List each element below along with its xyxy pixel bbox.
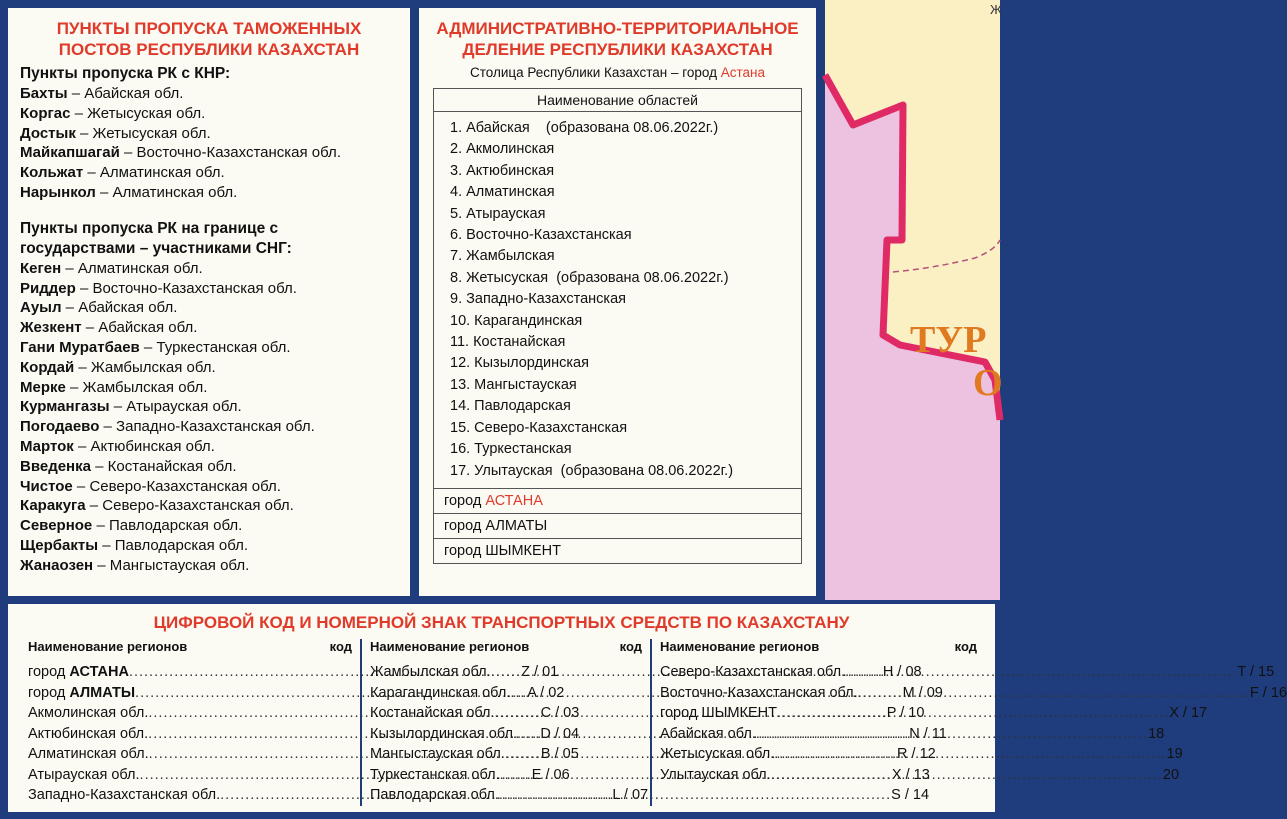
- post-name: Майкапшагай: [20, 144, 120, 162]
- post-region: – Жетысуская обл.: [75, 124, 211, 142]
- post-region: – Алматинская обл.: [95, 183, 238, 201]
- post-item: [20, 84, 398, 104]
- city-name-bold: АСТАНА: [69, 664, 129, 680]
- code-value: N / 11: [909, 725, 947, 742]
- code-region-name: Абайская обл.: [660, 725, 756, 742]
- region-item: 2. Акмолинская: [450, 141, 555, 158]
- post-name: Северное: [20, 517, 93, 535]
- post-region: – Павлодарская обл.: [98, 536, 249, 554]
- map-label: ТУР: [910, 319, 987, 361]
- post-name: Каракуга: [20, 497, 86, 515]
- post-region: – Павлодарская обл.: [92, 517, 243, 535]
- dot-leader: [858, 683, 1250, 704]
- post-name: Кордай: [20, 358, 75, 376]
- code-region-name: Кызылординская обл.: [370, 725, 517, 742]
- post-name: Введенка: [20, 457, 91, 475]
- codes-column: [650, 639, 1287, 806]
- code-value: X / 17: [1169, 705, 1208, 721]
- region-item: 6. Восточно-Казахстанская: [450, 227, 632, 244]
- region-item: 16. Туркестанская: [450, 441, 572, 458]
- code-region-name: Карагандинская обл.: [370, 684, 511, 701]
- city-name: АСТАНА: [485, 492, 543, 509]
- post-name: Риддер: [20, 279, 76, 297]
- code-region-name: город ШЫМКЕНТ: [660, 705, 777, 721]
- post-item: [20, 556, 398, 576]
- post-region: – Восточно-Казахстанская обл.: [75, 279, 297, 297]
- dot-leader: [777, 703, 1169, 724]
- code-value: B / 05: [540, 746, 579, 762]
- dot-leader: [771, 765, 1163, 786]
- city-name: АЛМАТЫ: [485, 517, 548, 534]
- code-region-name: город АСТАНА: [28, 664, 129, 680]
- code-region-name: Акмолинская обл.: [28, 705, 149, 721]
- regions-table-header: Наименование областей: [434, 89, 801, 112]
- post-region: – Абайская обл.: [61, 299, 178, 317]
- post-item: [20, 378, 398, 398]
- china-posts-list: [20, 84, 398, 203]
- post-region: – Жамбылская обл.: [65, 378, 208, 396]
- capital-prefix: Столица Республики Казахстан – город: [469, 65, 721, 80]
- post-item: [20, 536, 398, 556]
- post-item: [20, 318, 398, 338]
- codes-columns: [20, 639, 1287, 806]
- code-value: 19: [1166, 746, 1183, 762]
- city-prefix: город: [444, 542, 486, 559]
- post-item: [20, 124, 398, 144]
- post-item: [20, 183, 398, 203]
- dot-leader: [845, 662, 1237, 683]
- post-region: – Западно-Казахстанская обл.: [99, 418, 315, 436]
- code-value: X / 13: [891, 766, 930, 783]
- post-item: [20, 437, 398, 457]
- region-header: Наименование регионов: [370, 639, 530, 654]
- city-item: [434, 488, 801, 513]
- heading-line: Пункты пропуска РК на границе с: [20, 219, 279, 237]
- post-name: Бахты: [20, 85, 68, 102]
- post-name: Щербакты: [20, 536, 99, 554]
- region-item: 14. Павлодарская: [450, 398, 571, 415]
- code-row: [660, 703, 1208, 724]
- customs-title: [20, 18, 398, 60]
- post-name: Чистое: [20, 477, 73, 495]
- region-item: 17. Улытауская (образована 08.06.2022г.): [450, 462, 734, 479]
- code-value: A / 02: [527, 684, 565, 701]
- post-region: – Жамбылская обл.: [74, 358, 216, 376]
- code-region-name: Восточно-Казахстанская обл.: [660, 684, 858, 701]
- post-region: – Атырауская обл.: [109, 398, 242, 416]
- post-name: Коргас: [20, 104, 71, 122]
- post-name: Погодаево: [20, 418, 100, 436]
- dot-leader: [774, 744, 1166, 765]
- code-region-name: Мангыстауская обл.: [370, 746, 505, 762]
- code-region-name: Алматинская обл.: [28, 746, 149, 762]
- city-name-bold: АЛМАТЫ: [69, 684, 136, 701]
- city-prefix: город: [444, 517, 486, 534]
- post-item: [20, 516, 398, 536]
- code-row: [660, 662, 1275, 683]
- codes-column-header: [28, 639, 352, 654]
- post-name: Марток: [20, 437, 74, 455]
- post-region: – Северо-Казахстанская обл.: [72, 477, 281, 495]
- code-region-name: Туркестанская обл.: [370, 766, 500, 783]
- post-region: – Абайская обл.: [81, 319, 198, 337]
- cis-posts-list: [20, 259, 398, 576]
- post-item: [20, 358, 398, 378]
- post-name: Мерке: [20, 378, 66, 396]
- post-region: – Восточно-Казахстанская обл.: [119, 144, 341, 162]
- code-value: D / 04: [540, 725, 580, 742]
- code-row: [370, 785, 930, 806]
- heading-line: государствами – участниками СНГ:: [20, 239, 292, 257]
- region-item: 15. Северо-Казахстанская: [450, 419, 628, 436]
- city-name: ШЫМКЕНТ: [485, 542, 561, 559]
- capital-line: [431, 65, 804, 80]
- code-value: Z / 01: [521, 664, 559, 680]
- region-item: 5. Атырауская: [450, 205, 546, 222]
- region-item: 12. Кызылординская: [450, 355, 589, 372]
- region-item: 11. Костанайская: [450, 334, 566, 351]
- code-region-name: Улытауская обл.: [660, 766, 771, 783]
- post-region: – Северо-Казахстанская обл.: [85, 497, 294, 515]
- post-region: – Туркестанская обл.: [139, 338, 291, 356]
- map-fragment: [825, 0, 1003, 600]
- admin-division-panel: [419, 8, 816, 596]
- code-value: S / 14: [891, 787, 930, 803]
- region-item: 8. Жетысуская (образована 08.06.2022г.): [450, 269, 729, 286]
- post-region: – Абайская обл.: [67, 85, 184, 102]
- post-item: [20, 298, 398, 318]
- code-value: M / 09: [902, 684, 943, 701]
- code-header: код: [619, 639, 642, 654]
- title-line: ПОСТОВ РЕСПУБЛИКИ КАЗАХСТАН: [58, 40, 360, 59]
- post-name: Ауыл: [20, 299, 62, 317]
- code-row: [660, 765, 1180, 786]
- code-region-name: Северо-Казахстанская обл.: [660, 664, 846, 680]
- title-line: ДЕЛЕНИЕ РЕСПУБЛИКИ КАЗАХСТАН: [462, 40, 773, 59]
- map-label: О: [973, 362, 1003, 404]
- regions-list: [434, 112, 801, 488]
- post-name: Кеген: [20, 259, 62, 277]
- post-name: Курмангазы: [20, 398, 110, 416]
- code-region-name: Костанайская обл.: [370, 705, 495, 721]
- post-item: [20, 163, 398, 183]
- code-region-name: город АЛМАТЫ: [28, 684, 136, 701]
- post-name: Жезкент: [20, 319, 82, 337]
- vehicle-codes-title: ЦИФРОВОЙ КОД И НОМЕРНОЙ ЗНАК ТРАНСПОРТНЫХ СРЕДСТВ ПО КАЗАХСТАНУ: [153, 613, 850, 632]
- post-name: Нарынкол: [20, 183, 96, 201]
- title-line: АДМИНИСТРАТИВНО-ТЕРРИТОРИАЛЬНОЕ: [436, 19, 799, 38]
- post-region: – Жетысуская обл.: [70, 104, 206, 122]
- code-region-name: Актюбинская обл.: [28, 725, 149, 742]
- region-item: 13. Мангыстауская: [450, 376, 577, 393]
- post-item: [20, 477, 398, 497]
- city-item: [434, 513, 801, 538]
- codes-column-header: [370, 639, 642, 654]
- code-value: 18: [1148, 725, 1165, 742]
- code-region-name: Павлодарская обл.: [370, 787, 499, 803]
- code-header: код: [329, 639, 352, 654]
- code-value: P / 10: [886, 705, 925, 721]
- post-item: [20, 104, 398, 124]
- region-item: 10. Карагандинская: [450, 312, 583, 329]
- post-item: [20, 496, 398, 516]
- code-value: R / 12: [897, 746, 936, 762]
- post-region: – Актюбинская обл.: [73, 437, 215, 455]
- title-line: ПУНКТЫ ПРОПУСКА ТАМОЖЕННЫХ: [56, 19, 362, 38]
- post-item: [20, 338, 398, 358]
- post-item: [20, 457, 398, 477]
- post-region: – Алматинская обл.: [61, 259, 203, 277]
- code-value: 20: [1162, 766, 1180, 783]
- post-item: [20, 143, 398, 163]
- region-item: 4. Алматинская: [450, 184, 555, 201]
- region-item: 1. Абайская (образована 08.06.2022г.): [450, 120, 719, 136]
- city-item: [434, 538, 801, 563]
- code-row: [660, 744, 1183, 765]
- code-region-name: Западно-Казахстанская обл.: [28, 787, 221, 803]
- post-region: – Алматинская обл.: [83, 164, 225, 182]
- code-value: T / 15: [1237, 664, 1275, 680]
- code-region-name: Жетысуская обл.: [660, 746, 775, 762]
- cities-list: [434, 488, 801, 563]
- post-name: Кольжат: [20, 164, 84, 182]
- dot-leader: [756, 724, 1148, 745]
- city-prefix: город: [444, 492, 486, 509]
- region-header: Наименование регионов: [660, 639, 820, 654]
- region-header: Наименование регионов: [28, 639, 188, 654]
- admin-title: [431, 18, 804, 60]
- map-svg: [825, 0, 1003, 600]
- post-item: [20, 417, 398, 437]
- code-row: [660, 683, 1287, 704]
- code-value: E / 06: [531, 766, 570, 783]
- post-region: – Мангыстауская обл.: [93, 556, 250, 574]
- post-name: Достык: [20, 124, 76, 142]
- capital-name: Астана: [720, 65, 766, 80]
- code-header: код: [954, 639, 977, 654]
- code-value: L / 07: [612, 787, 649, 803]
- code-value: H / 08: [882, 664, 922, 680]
- regions-table: [433, 88, 802, 564]
- code-region-name: Атырауская обл.: [28, 766, 140, 783]
- map-label: Ж: [990, 2, 1003, 17]
- customs-posts-panel: [8, 8, 410, 596]
- code-row: [660, 724, 1165, 745]
- region-item: 9. Западно-Казахстанская: [450, 291, 626, 308]
- code-value: F / 16: [1249, 684, 1287, 701]
- code-region-name: Жамбылская обл.: [370, 664, 491, 680]
- codes-column-header: [660, 639, 977, 654]
- post-region: – Костанайская обл.: [90, 457, 237, 475]
- vehicle-codes-panel: [8, 604, 1287, 812]
- china-heading: Пункты пропуска РК с КНР:: [20, 65, 231, 82]
- post-item: [20, 397, 398, 417]
- code-value: C / 03: [540, 705, 580, 721]
- region-item: 7. Жамбылская: [450, 248, 555, 265]
- post-item: [20, 259, 398, 279]
- cis-heading: [20, 219, 398, 259]
- region-item: 3. Актюбинская: [450, 162, 555, 179]
- post-name: Гани Муратбаев: [20, 338, 140, 356]
- post-name: Жанаозен: [20, 556, 94, 574]
- post-item: [20, 279, 398, 299]
